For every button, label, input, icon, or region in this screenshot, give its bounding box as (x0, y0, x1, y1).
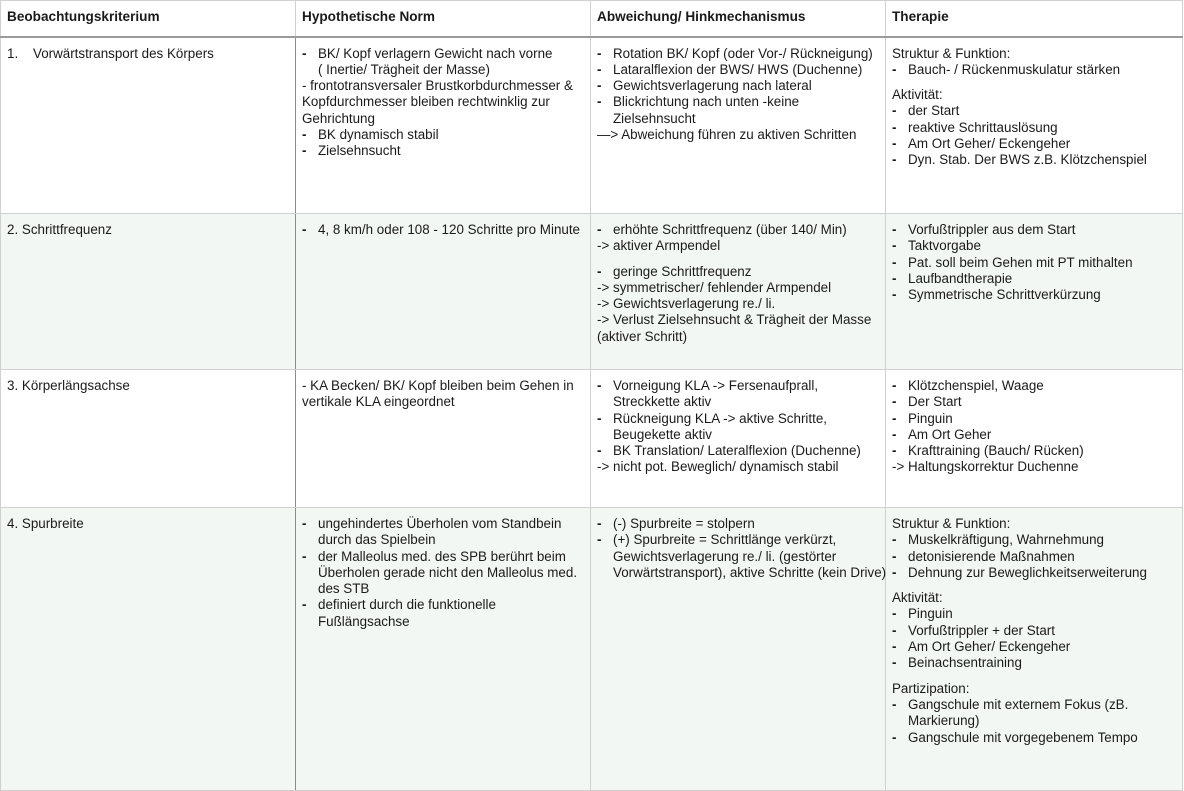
dash-bullet: - (597, 532, 602, 548)
list-item: - Dyn. Stab. Der BWS z.B. Klötzchenspiel (892, 152, 1147, 168)
dash-bullet: - (892, 254, 897, 270)
list-item: - Am Ort Geher/ Eckengeher (892, 639, 1071, 655)
header-criterion: Beobachtungskriterium (1, 1, 296, 37)
dash-bullet: - (597, 78, 602, 94)
list-item: - BK Translation/ Lateralflexion (Duchenne) (597, 443, 861, 459)
list-item: - BK dynamisch stabil (302, 126, 439, 142)
dash-bullet: - (597, 222, 602, 237)
list-item: - Laufbandtherapie (892, 270, 1013, 286)
dash-bullet: - (892, 655, 897, 671)
dash-bullet: - (892, 426, 897, 442)
list-item: - Dehnung zur Beweglichkeitserweiterung (892, 564, 1147, 580)
dash-bullet: - (892, 639, 897, 655)
criterion-label: 3. Körperlängsachse (7, 378, 130, 393)
criterion-label: 2. Schrittfrequenz (7, 222, 112, 237)
list-item: - der Malleolus med. des SPB berührt beim (302, 548, 566, 564)
list-item: - Vorfußtrippler + der Start (892, 622, 1055, 638)
section-heading: Partizipation: (892, 680, 970, 696)
list-item: - erhöhte Schrittfrequenz (über 140/ Min) (597, 222, 847, 237)
list-item: - Krafttraining (Bauch/ Rücken) (892, 443, 1084, 459)
norm-cell: - BK/ Kopf verlagern Gewicht nach vorne ( Inertie/ Trägheit der Masse) - frontotransversaler Brustkorbdurchmesser & Kopfdurchmesser bleiben rechtwinklig zur Gehrichtung - BK dynamisch stabil - Zielsehnsucht (296, 37, 591, 214)
list-item: - Beinachsentraining (892, 655, 1022, 671)
dash-bullet: - (597, 378, 602, 393)
list-item: - (-) Spurbreite = stolpern (597, 516, 755, 531)
dash-bullet: - (892, 103, 897, 119)
dash-bullet: - (597, 443, 602, 459)
header-deviation: Abweichung/ Hinkmechanismus (591, 1, 886, 37)
dash-bullet: - (892, 564, 897, 580)
norm-cell (296, 214, 591, 370)
dash-bullet: - (892, 222, 897, 237)
dash-bullet: - (892, 410, 897, 426)
list-item: - Blickrichtung nach unten -keine (597, 94, 800, 110)
table-row (1, 37, 1183, 214)
list-item: - 4, 8 km/h oder 108 - 120 Schritte pro Minute (302, 222, 581, 237)
section-heading: Struktur & Funktion: (892, 516, 1011, 531)
list-item: - Symmetrische Schrittverkürzung (892, 287, 1101, 303)
list-item: - geringe Schrittfrequenz (597, 263, 752, 279)
dash-bullet: - (892, 532, 897, 548)
list-item: - Rückneigung KLA -> aktive Schritte, (597, 410, 827, 426)
dash-bullet: - (302, 45, 307, 61)
criterion-cell (1, 370, 296, 508)
deviation-cell: - Vorneigung KLA -> Fersenaufprall, Streckkette aktiv - Rückneigung KLA -> aktive Schritte, Beugekette aktiv - BK Translation/ Lateralflexion (Duchenne) -> nicht pot. Beweglich/ dynamisch stabil (591, 370, 886, 508)
dash-bullet: - (892, 378, 897, 393)
list-item: - Muskelkräftigung, Wahrnehmung (892, 532, 1104, 548)
deviation-cell: - erhöhte Schrittfrequenz (über 140/ Min) -> aktiver Armpendel - geringe Schrittfrequenz -> symmetrischer/ fehlender Armpendel -> Gewichtsverlagerung re./ li. -> Verlust Zielsehnsucht & Trägheit der Masse (aktiver Schritt) (591, 214, 886, 370)
deviation-cell: - Rotation BK/ Kopf (oder Vor-/ Rückneigung) - Lataralflexion der BWS/ HWS (Duchenne) - Gewichtsverlagerung nach lateral - Blickrichtung nach unten -keine Zielsehnsucht —> Abweichung führen zu aktiven Schritten (591, 37, 886, 214)
dash-bullet: - (597, 516, 602, 531)
list-item: - Pinguin (892, 606, 953, 622)
list-item: - detonisierende Maßnahmen (892, 548, 1075, 564)
dash-bullet: - (302, 516, 307, 531)
list-item: - Vorneigung KLA -> Fersenaufprall, (597, 378, 819, 393)
therapy-cell (886, 214, 1183, 370)
criterion-cell (1, 214, 296, 370)
criterion-cell (1, 37, 296, 214)
table-row (1, 508, 1183, 791)
section-heading: Aktivität: (892, 87, 943, 103)
criterion-number: 1. (7, 45, 19, 61)
dash-bullet: - (302, 143, 307, 159)
list-item: - (+) Spurbreite = Schrittlänge verkürzt, (597, 532, 837, 548)
dash-bullet: - (597, 94, 602, 110)
list-item: - reaktive Schrittauslösung (892, 119, 1058, 135)
criterion-label: Vorwärtstransport des Körpers (33, 45, 214, 61)
dash-bullet: - (892, 238, 897, 254)
dash-bullet: - (302, 126, 307, 142)
list-item: - Am Ort Geher/ Eckengeher (892, 135, 1071, 151)
list-item: - Zielsehnsucht (302, 143, 401, 159)
list-item: - Gangschule mit vorgegebenem Tempo (892, 729, 1138, 745)
list-item: - Gewichtsverlagerung nach lateral (597, 78, 812, 94)
list-item: - Pat. soll beim Gehen mit PT mithalten (892, 254, 1133, 270)
dash-bullet: - (892, 270, 897, 286)
list-item: - ungehindertes Überholen vom Standbein (302, 516, 562, 531)
list-item: - Taktvorgabe (892, 238, 981, 254)
dash-bullet: - (892, 394, 897, 410)
header-row (1, 1, 1183, 37)
list-item: - Am Ort Geher (892, 426, 992, 442)
list-item: - Rotation BK/ Kopf (oder Vor-/ Rückneigung) (597, 45, 873, 61)
list-item: - Der Start (892, 394, 962, 410)
list-item: - BK/ Kopf verlagern Gewicht nach vorne (302, 45, 553, 61)
header-therapy: Therapie (886, 1, 1183, 37)
section-heading: Struktur & Funktion: (892, 45, 1011, 61)
dash-bullet: - (892, 696, 897, 712)
dash-bullet: - (892, 135, 897, 151)
dash-bullet: - (597, 410, 602, 426)
therapy-cell: - Klötzchenspiel, Waage - Der Start - Pinguin - Am Ort Geher - Krafttraining (Bauch/ Rücken) -> Haltungskorrektur Duchenne (886, 370, 1183, 508)
dash-bullet: - (597, 263, 602, 279)
table-row (1, 370, 1183, 508)
list-item: - Bauch- / Rückenmuskulatur stärken (892, 61, 1121, 77)
header-norm: Hypothetische Norm (296, 1, 591, 37)
dash-bullet: - (892, 61, 897, 77)
dash-bullet: - (892, 443, 897, 459)
table-row (1, 214, 1183, 370)
dash-bullet: - (597, 45, 602, 61)
dash-bullet: - (892, 729, 897, 745)
criterion-cell (1, 508, 296, 791)
deviation-cell: - (-) Spurbreite = stolpern - (+) Spurbreite = Schrittlänge verkürzt, Gewichtsverlagerung re./ li. (gestörter Vorwärtstransport), aktive Schritte (kein Drive) (591, 508, 886, 791)
dash-bullet: - (892, 152, 897, 168)
dash-bullet: - (892, 548, 897, 564)
dash-bullet: - (597, 61, 602, 77)
section-heading: Aktivität: (892, 590, 943, 606)
dash-bullet: - (302, 222, 307, 237)
dash-bullet: - (302, 548, 307, 564)
dash-bullet: - (892, 606, 897, 622)
dash-bullet: - (892, 119, 897, 135)
dash-bullet: - (892, 622, 897, 638)
list-item: - Vorfußtrippler aus dem Start (892, 222, 1076, 237)
dash-bullet: - (892, 287, 897, 303)
therapy-cell: Struktur & Funktion: - Muskelkräftigung, Wahrnehmung - detonisierende Maßnahmen - Dehnung zur Beweglichkeitserweiterung Aktivität: - Pinguin - Vorfußtrippler + der Start - Am Ort Geher/ Eckengeher - Beinachsentraining Partizipation: - Gangschule mit externem Fokus (zB. Markierung) - Gangschule mit vorgegebenem Tempo (886, 508, 1183, 791)
list-item: - definiert durch die funktionelle (302, 597, 496, 613)
criterion-label: 4. Spurbreite (7, 516, 84, 531)
norm-cell: - KA Becken/ BK/ Kopf bleiben beim Gehen in vertikale KLA eingeordnet (296, 370, 591, 508)
norm-cell: - ungehindertes Überholen vom Standbein durch das Spielbein - der Malleolus med. des SPB berührt beim Überholen gerade nicht den Malleolus med. des STB - definiert durch die funktionelle Fußlängsachse (296, 508, 591, 791)
dash-bullet: - (302, 597, 307, 613)
list-item: - Pinguin (892, 410, 953, 426)
list-item: - Lataralflexion der BWS/ HWS (Duchenne) (597, 61, 863, 77)
therapy-cell (886, 37, 1183, 214)
list-item: - Klötzchenspiel, Waage (892, 378, 1044, 393)
list-item: - der Start (892, 103, 960, 119)
list-item: - Gangschule mit externem Fokus (zB. (892, 696, 1129, 712)
